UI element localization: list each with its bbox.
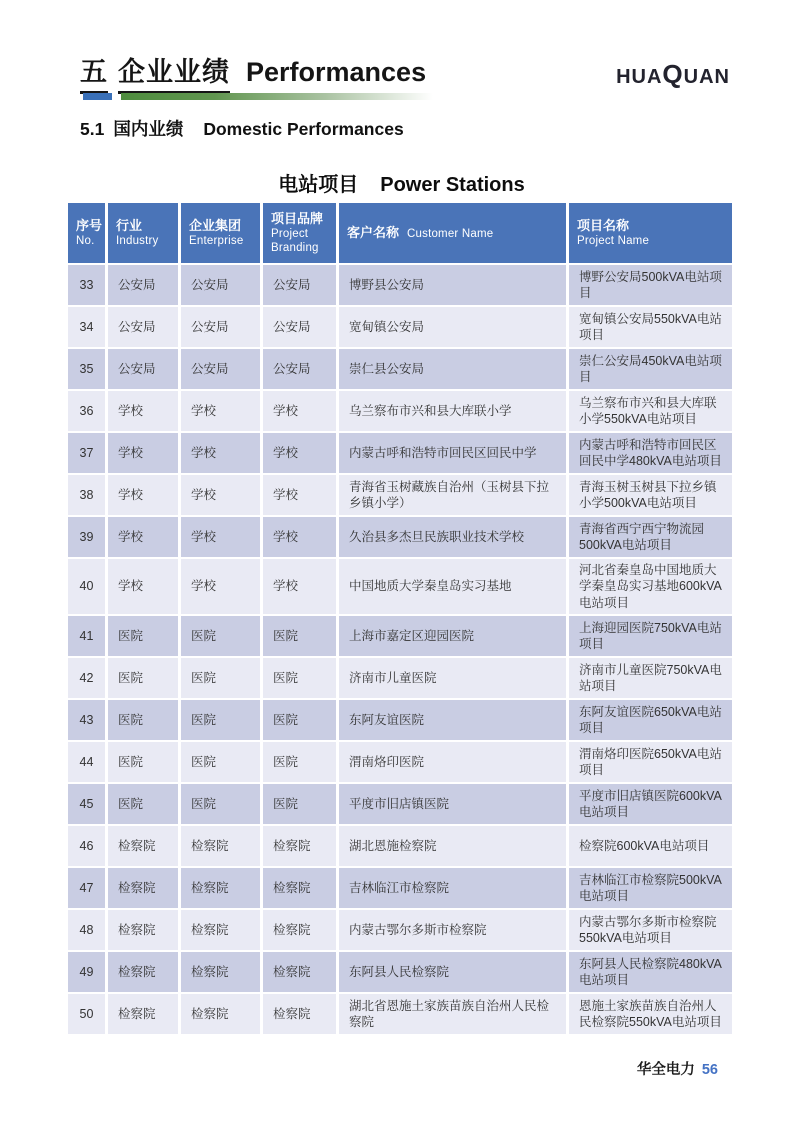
cell-no: 45: [68, 784, 105, 824]
cell-branding: 公安局: [263, 349, 336, 389]
section-title-en: Performances: [246, 57, 427, 87]
cell-customer: 乌兰察布市兴和县大库联小学: [339, 391, 566, 431]
cell-industry: 公安局: [108, 265, 178, 305]
cell-no: 35: [68, 349, 105, 389]
column-header-customer: 客户名称 Customer Name: [339, 203, 566, 263]
table-row: [68, 910, 732, 950]
cell-no: 42: [68, 658, 105, 698]
cell-branding: 学校: [263, 391, 336, 431]
cell-project: 青海玉树玉树县下拉乡镇小学500kVA电站项目: [569, 475, 732, 515]
cell-customer: 渭南烙印医院: [339, 742, 566, 782]
cell-enterprise: 医院: [181, 616, 260, 656]
cell-customer: 崇仁县公安局: [339, 349, 566, 389]
table-row: [68, 307, 732, 347]
column-header-industry: 行业 Industry: [108, 203, 178, 263]
cell-industry: 医院: [108, 700, 178, 740]
cell-project: 济南市儿童医院750kVA电站项目: [569, 658, 732, 698]
cell-industry: 检察院: [108, 868, 178, 908]
cell-project: 渭南烙印医院650kVA电站项目: [569, 742, 732, 782]
cell-customer: 内蒙古呼和浩特市回民区回民中学: [339, 433, 566, 473]
cell-branding: 检察院: [263, 952, 336, 992]
cell-project: 上海迎园医院750kVA电站项目: [569, 616, 732, 656]
cell-project: 博野公安局500kVA电站项目: [569, 265, 732, 305]
cell-industry: 学校: [108, 433, 178, 473]
cell-branding: 医院: [263, 616, 336, 656]
cell-no: 48: [68, 910, 105, 950]
cell-branding: 学校: [263, 559, 336, 614]
cell-enterprise: 检察院: [181, 952, 260, 992]
cell-industry: 检察院: [108, 826, 178, 866]
section-title-zh: 企业业绩: [118, 50, 230, 94]
green-gradient-bar: [121, 93, 433, 100]
table-row: [68, 784, 732, 824]
power-stations-table: [65, 201, 735, 1036]
cell-industry: 医院: [108, 742, 178, 782]
cell-industry: 医院: [108, 658, 178, 698]
cell-enterprise: 公安局: [181, 307, 260, 347]
logo-q: Q: [662, 59, 684, 89]
cell-project: 平度市旧店镇医院600kVA电站项目: [569, 784, 732, 824]
cell-branding: 检察院: [263, 868, 336, 908]
table-row: [68, 265, 732, 305]
cell-project: 乌兰察布市兴和县大库联小学550kVA电站项目: [569, 391, 732, 431]
cell-no: 39: [68, 517, 105, 557]
cell-no: 40: [68, 559, 105, 614]
cell-no: 33: [68, 265, 105, 305]
footer-company-name: 华全电力: [636, 1062, 695, 1078]
cell-customer: 中国地质大学秦皇岛实习基地: [339, 559, 566, 614]
table-row: [68, 952, 732, 992]
column-header-branding: 项目品牌 Project Branding: [263, 203, 336, 263]
cell-enterprise: 公安局: [181, 265, 260, 305]
cell-industry: 医院: [108, 784, 178, 824]
cell-customer: 东阿县人民检察院: [339, 952, 566, 992]
cell-enterprise: 医院: [181, 658, 260, 698]
cell-no: 38: [68, 475, 105, 515]
cell-customer: 湖北恩施检察院: [339, 826, 566, 866]
table-row: [68, 475, 732, 515]
table-row: [68, 742, 732, 782]
cell-project: 内蒙古呼和浩特市回民区回民中学480kVA电站项目: [569, 433, 732, 473]
subsection-number: 5.1: [80, 119, 105, 139]
cell-enterprise: 检察院: [181, 910, 260, 950]
cell-industry: 检察院: [108, 910, 178, 950]
logo-text: HUA: [616, 66, 663, 88]
footer-page-number: 56: [701, 1062, 718, 1078]
table-row: [68, 517, 732, 557]
cell-enterprise: 检察院: [181, 994, 260, 1034]
cell-no: 46: [68, 826, 105, 866]
cell-branding: 公安局: [263, 307, 336, 347]
cell-branding: 医院: [263, 742, 336, 782]
page-footer: [637, 1058, 718, 1079]
cell-branding: 检察院: [263, 910, 336, 950]
cell-customer: 东阿友谊医院: [339, 700, 566, 740]
cell-branding: 医院: [263, 658, 336, 698]
table-row: [68, 700, 732, 740]
table-row: [68, 826, 732, 866]
cell-industry: 学校: [108, 517, 178, 557]
cell-industry: 检察院: [108, 994, 178, 1034]
heading-accent-bars: [83, 93, 433, 100]
cell-industry: 公安局: [108, 349, 178, 389]
header-row: [68, 203, 732, 263]
blue-accent-bar: [83, 93, 112, 100]
cell-industry: 学校: [108, 559, 178, 614]
cell-enterprise: 检察院: [181, 826, 260, 866]
column-header-enterprise: 企业集团 Enterprise: [181, 203, 260, 263]
subsection-title-en: Domestic Performances: [203, 119, 404, 139]
cell-no: 36: [68, 391, 105, 431]
table-title-zh: 电站项目: [278, 174, 359, 196]
cell-customer: 上海市嘉定区迎园医院: [339, 616, 566, 656]
cell-project: 崇仁公安局450kVA电站项目: [569, 349, 732, 389]
cell-enterprise: 学校: [181, 391, 260, 431]
cell-project: 东阿县人民检察院480kVA电站项目: [569, 952, 732, 992]
cell-no: 49: [68, 952, 105, 992]
cell-branding: 学校: [263, 475, 336, 515]
table-header: [68, 203, 732, 263]
cell-customer: 博野县公安局: [339, 265, 566, 305]
table-row: [68, 349, 732, 389]
cell-customer: 宽甸镇公安局: [339, 307, 566, 347]
table-row: [68, 433, 732, 473]
cell-no: 41: [68, 616, 105, 656]
cell-branding: 医院: [263, 784, 336, 824]
table-row: [68, 658, 732, 698]
cell-enterprise: 检察院: [181, 868, 260, 908]
subsection-title: [80, 116, 404, 141]
cell-no: 37: [68, 433, 105, 473]
table-row: [68, 868, 732, 908]
column-header-no: 序号 No.: [68, 203, 105, 263]
cell-customer: 内蒙古鄂尔多斯市检察院: [339, 910, 566, 950]
table-title-en: Power Stations: [380, 174, 525, 196]
cell-no: 43: [68, 700, 105, 740]
cell-project: 恩施土家族苗族自治州人民检察院550kVA电站项目: [569, 994, 732, 1034]
cell-enterprise: 学校: [181, 517, 260, 557]
table-body: [68, 265, 732, 1034]
cell-no: 50: [68, 994, 105, 1034]
cell-project: 检察院600kVA电站项目: [569, 826, 732, 866]
cell-customer: 久治县多杰旦民族职业技术学校: [339, 517, 566, 557]
cell-industry: 公安局: [108, 307, 178, 347]
cell-no: 44: [68, 742, 105, 782]
cell-industry: 学校: [108, 391, 178, 431]
cell-project: 河北省秦皇岛中国地质大学秦皇岛实习基地600kVA电站项目: [569, 559, 732, 614]
cell-industry: 学校: [108, 475, 178, 515]
cell-project: 东阿友谊医院650kVA电站项目: [569, 700, 732, 740]
cell-project: 吉林临江市检察院500kVA电站项目: [569, 868, 732, 908]
cell-project: 青海省西宁西宁物流园500kVA电站项目: [569, 517, 732, 557]
cell-branding: 学校: [263, 517, 336, 557]
cell-enterprise: 学校: [181, 559, 260, 614]
table-row: [68, 616, 732, 656]
section-title: [80, 50, 426, 94]
huaquan-logo: [616, 59, 730, 94]
cell-project: 宽甸镇公安局550kVA电站项目: [569, 307, 732, 347]
cell-no: 34: [68, 307, 105, 347]
table-row: [68, 391, 732, 431]
cell-branding: 公安局: [263, 265, 336, 305]
cell-customer: 平度市旧店镇医院: [339, 784, 566, 824]
page-header: [80, 50, 730, 94]
cell-enterprise: 医院: [181, 742, 260, 782]
cell-project: 内蒙古鄂尔多斯市检察院550kVA电站项目: [569, 910, 732, 950]
cell-branding: 学校: [263, 433, 336, 473]
cell-branding: 检察院: [263, 826, 336, 866]
column-header-project: 项目名称 Project Name: [569, 203, 732, 263]
cell-enterprise: 公安局: [181, 349, 260, 389]
cell-enterprise: 医院: [181, 784, 260, 824]
cell-enterprise: 医院: [181, 700, 260, 740]
cell-branding: 医院: [263, 700, 336, 740]
cell-customer: 吉林临江市检察院: [339, 868, 566, 908]
cell-customer: 青海省玉树藏族自治州（玉树县下拉乡镇小学）: [339, 475, 566, 515]
section-number: 五: [80, 50, 108, 94]
logo-text: UAN: [683, 66, 730, 88]
cell-enterprise: 学校: [181, 433, 260, 473]
cell-customer: 湖北省恩施土家族苗族自治州人民检察院: [339, 994, 566, 1034]
cell-enterprise: 学校: [181, 475, 260, 515]
subsection-title-zh: 国内业绩: [113, 119, 184, 139]
table-title: [68, 168, 735, 197]
table-row: [68, 994, 732, 1034]
cell-branding: 检察院: [263, 994, 336, 1034]
cell-customer: 济南市儿童医院: [339, 658, 566, 698]
cell-no: 47: [68, 868, 105, 908]
table-row: [68, 559, 732, 614]
cell-industry: 检察院: [108, 952, 178, 992]
cell-industry: 医院: [108, 616, 178, 656]
